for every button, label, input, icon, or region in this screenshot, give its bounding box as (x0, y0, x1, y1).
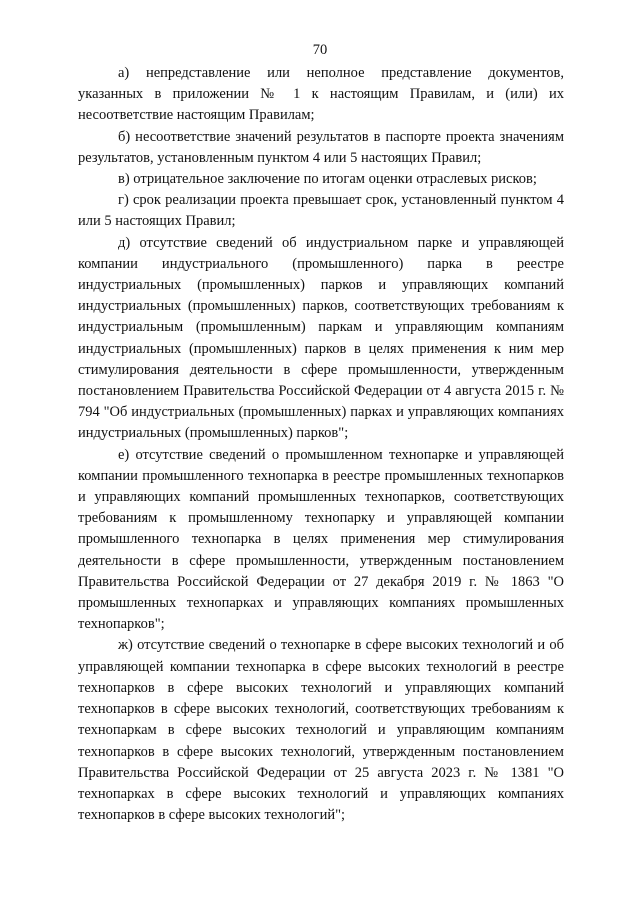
list-item-d: д) отсутствие сведений об индустриальном парке и управляющей компании индустриального (промышленного) парка в реестре индустриальных (промышленных) парков и управляющих компаний индустриальных (промышленных) парков, соответствующих требованиям к индустриальным (промышленным) паркам и управляющим компаниям индустриальных (промышленных) парков в целях применения к ним мер стимулирования деятельности в сфере промышленности, утвержденным постановлением Правительства Российской Федерации от 4 августа 2015 г. № 794 "Об индустриальных (промышленных) парках и управляющих компаниях индустриальных (промышленных) парков"; (78, 234, 564, 442)
list-item-zh: ж) отсутствие сведений о технопарке в сфере высоких технологий и об управляющей компании технопарка в сфере высоких технологий в реестре технопарков в сфере высоких технологий и управляющих компаний технопарков в сфере высоких технологий, соответствующих требованиям к технопаркам в сфере высоких технологий и управляющим компаниям технопарков в сфере высоких технологий, утвержденным постановлением Правительства Российской Федерации от 25 августа 2023 г. № 1381 "О технопарках в сфере высоких технологий и управляющих компаниях технопарков в сфере высоких технологий"; (78, 637, 564, 824)
page-number: 70 (312, 42, 328, 58)
document-body (78, 63, 564, 826)
list-item-v: в) отрицательное заключение по итогам оценки отраслевых рисков; (118, 171, 537, 188)
list-item-e: е) отсутствие сведений о промышленном технопарке и управляющей компании промышленного технопарка в реестре промышленных технопарков и управляющих компаний промышленных технопарков, соответствующих требованиям к промышленному технопарку и управляющей компании промышленного технопарка в целях применения мер стимулирования деятельности в сфере промышленности, утвержденным постановлением Правительства Российской Федерации от 27 декабря 2019 г. № 1863 "О промышленных технопарках и управляющих компаниях промышленных технопарков"; (78, 446, 564, 633)
list-item-a: а) непредставление или неполное представление документов, указанных в приложении № 1 к настоящим Правилам, и (или) их несоответствие настоящим Правилам; (78, 65, 564, 124)
list-item-g: г) срок реализации проекта превышает срок, установленный пунктом 4 или 5 настоящих Правил; (78, 192, 564, 230)
list-item-b: б) несоответствие значений результатов в паспорте проекта значениям результатов, установленным пунктом 4 или 5 настоящих Правил; (78, 128, 564, 166)
